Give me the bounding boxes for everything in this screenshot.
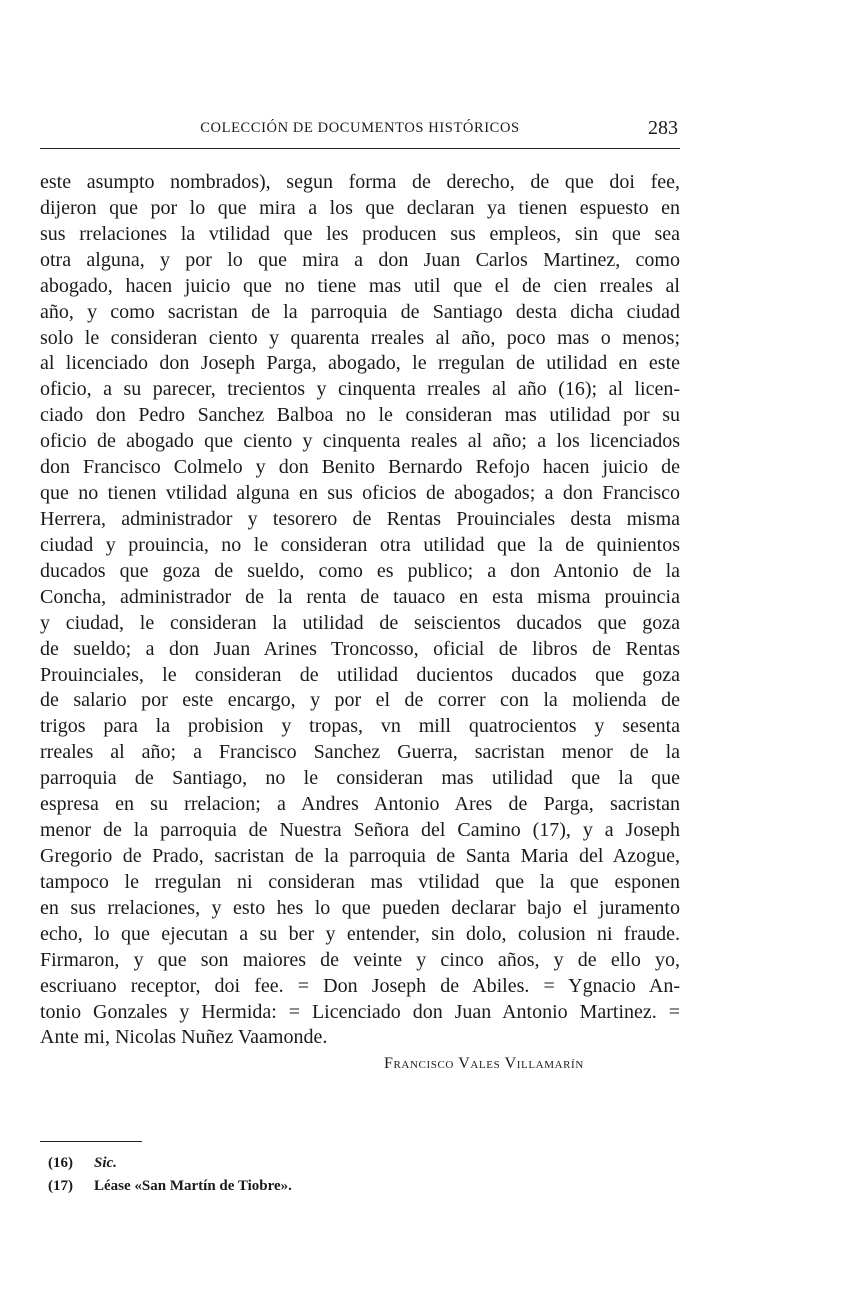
text-line: Gregorio de Prado, sacristan de la parroquia de Santa Maria del Azogue,	[40, 844, 680, 867]
text-line: de salario por este encargo, y por el de correr con la molienda de	[40, 689, 680, 712]
footnote-number: (17)	[48, 1178, 73, 1194]
text-line: oficio, a su parecer, trecientos y cinquenta rreales al año (16); al licen-	[40, 378, 680, 401]
footnote-divider	[40, 1141, 142, 1142]
text-line: trigos para la probision y tropas, vn mill quatrocientos y sesenta	[40, 715, 680, 738]
text-line: solo le consideran ciento y quarenta rreales al año, poco mas o menos;	[40, 326, 680, 349]
footnote-text: Sic.	[94, 1155, 117, 1171]
text-line: menor de la parroquia de Nuestra Señora del Camino (17), y a Joseph	[40, 819, 680, 842]
footnote-item	[48, 1175, 648, 1198]
text-line: Firmaron, y que son maiores de veinte y cinco años, y de ello yo,	[40, 948, 680, 971]
header-title: COLECCIÓN DE DOCUMENTOS HISTÓRICOS	[200, 120, 520, 136]
text-line: ducados que goza de sueldo, como es publico; a don Antonio de la	[40, 559, 680, 582]
text-line: ciudad y prouincia, no le consideran otra utilidad que la de quinientos	[40, 533, 680, 556]
body-text	[40, 170, 680, 1051]
text-line: dijeron que por lo que mira a los que declaran ya tienen espuesto en	[40, 196, 680, 219]
text-line: parroquia de Santiago, no le consideran mas utilidad que la que	[40, 767, 680, 790]
text-line: que no tienen vtilidad alguna en sus oficios de abogados; a don Francisco	[40, 482, 680, 505]
text-line: tonio Gonzales y Hermida: = Licenciado don Juan Antonio Martinez. =	[40, 1000, 680, 1023]
text-line: Concha, administrador de la renta de tauaco en esta misma prouincia	[40, 585, 680, 608]
text-line: rreales al año; a Francisco Sanchez Guerra, sacristan menor de la	[40, 741, 680, 764]
text-line: de sueldo; a don Juan Arines Troncosso, oficial de libros de Rentas	[40, 637, 680, 660]
text-line: echo, lo que ejecutan a su ber y entender, sin dolo, colusion ni fraude.	[40, 922, 680, 945]
text-line: Ante mi, Nicolas Nuñez Vaamonde.	[40, 1026, 328, 1049]
footnotes	[48, 1152, 648, 1198]
author-signature: Francisco Vales Villamarín	[384, 1055, 584, 1072]
text-line: don Francisco Colmelo y don Benito Bernardo Refojo hacen juicio de	[40, 456, 680, 479]
footnote-text: Léase «San Martín de Tiobre».	[94, 1178, 292, 1194]
text-line: tampoco le rregulan ni consideran mas vtilidad que la que esponen	[40, 870, 680, 893]
text-line: Herrera, administrador y tesorero de Rentas Prouinciales desta misma	[40, 507, 680, 530]
text-line: abogado, hacen juicio que no tiene mas util que el de cien rreales al	[40, 274, 680, 297]
footnote-item	[48, 1152, 648, 1175]
text-line: en sus rrelaciones, y esto hes lo que pueden declarar bajo el juramento	[40, 896, 680, 919]
text-line: año, y como sacristan de la parroquia de Santiago desta dicha ciudad	[40, 300, 680, 323]
text-line: Prouinciales, le consideran de utilidad ducientos ducados que goza	[40, 663, 680, 686]
text-line: sus rrelaciones la vtilidad que les producen sus empleos, sin que sea	[40, 222, 680, 245]
text-line: otra alguna, y por lo que mira a don Juan Carlos Martinez, como	[40, 248, 680, 271]
text-line: este asumpto nombrados), segun forma de derecho, de que doi fee,	[40, 171, 680, 193]
text-line: ciado don Pedro Sanchez Balboa no le consideran mas utilidad por su	[40, 404, 680, 427]
page-number: 283	[648, 117, 678, 139]
text-line: y ciudad, le consideran la utilidad de seiscientos ducados que goza	[40, 611, 680, 634]
running-header	[40, 118, 680, 149]
text-line: oficio de abogado que ciento y cinquenta reales al año; a los licenciados	[40, 430, 680, 453]
text-line: escriuano receptor, doi fee. = Don Joseph de Abiles. = Ygnacio An-	[40, 974, 680, 997]
footnote-number: (16)	[48, 1155, 73, 1171]
text-line: espresa en su rrelacion; a Andres Antonio Ares de Parga, sacristan	[40, 793, 680, 816]
text-line: al licenciado don Joseph Parga, abogado, le rregulan de utilidad en este	[40, 352, 680, 375]
